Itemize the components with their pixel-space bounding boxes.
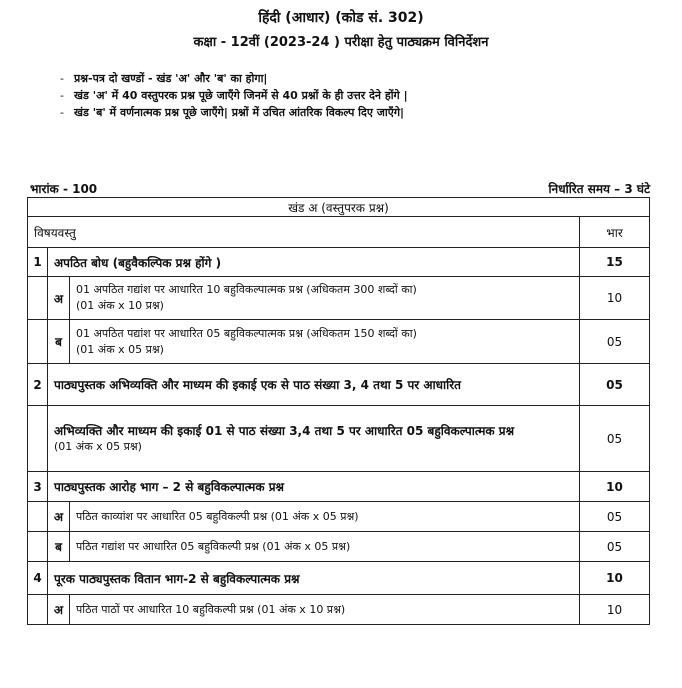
column-weight: भार	[580, 217, 650, 248]
note-item: - खंड 'ब' में वर्णनात्मक प्रश्न पूछे जाएँगे| प्रश्नों में उचित आंतरिक विकल्प दिए जाएँगे|	[60, 104, 408, 121]
row-detail	[70, 320, 580, 364]
time-allowed: निर्धारित समय – 3 घंटे	[548, 182, 650, 196]
row-weight: 15	[580, 248, 650, 277]
empty-cell	[28, 406, 48, 472]
row-topic: पाठ्यपुस्तक आरोह भाग – 2 से बहुविकल्पात्मक प्रश्न	[48, 472, 580, 502]
row-number: 3	[28, 472, 48, 502]
empty-cell	[28, 595, 48, 625]
table-row	[28, 248, 650, 277]
detail-line: अभिव्यक्ति और माध्यम की इकाई 01 से पाठ संख्या 3,4 तथा 5 पर आधारित 05 बहुविकल्पात्मक प्रश्न	[54, 423, 515, 438]
detail-marks: (01 अंक x 05 प्रश्न)	[76, 342, 164, 356]
row-detail: पठित पाठों पर आधारित 10 बहुविकल्पी प्रश्न (01 अंक x 10 प्रश्न)	[70, 595, 580, 625]
row-detail	[70, 277, 580, 320]
row-number: 4	[28, 562, 48, 595]
row-topic: पूरक पाठ्यपुस्तक वितान भाग-2 से बहुविकल्पात्मक प्रश्न	[48, 562, 580, 595]
detail-marks: (01 अंक x 05 प्रश्न)	[54, 439, 142, 453]
row-number: 1	[28, 248, 48, 277]
column-header-row	[28, 217, 650, 248]
column-subject: विषयवस्तु	[28, 217, 580, 248]
empty-cell	[28, 320, 48, 364]
detail-line: 01 अपठित गद्यांश पर आधारित 10 बहुविकल्पात्मक प्रश्न (अधिकतम 300 शब्दों का)	[76, 283, 417, 296]
row-weight: 10	[580, 595, 650, 625]
section-header-row	[28, 198, 650, 217]
table-row	[28, 472, 650, 502]
syllabus-table	[27, 197, 650, 625]
row-topic: अपठित बोध (बहुवैकल्पिक प्रश्न होंगे )	[48, 248, 580, 277]
row-letter: अ	[48, 277, 70, 320]
table-row	[28, 562, 650, 595]
table-row	[28, 364, 650, 406]
empty-cell	[28, 502, 48, 532]
row-detail: पठित गद्यांश पर आधारित 05 बहुविकल्पी प्रश्न (01 अंक x 05 प्रश्न)	[70, 532, 580, 562]
table-row	[28, 277, 650, 320]
document-title: हिंदी (आधार) (कोड सं. 302)	[258, 10, 424, 26]
row-weight: 05	[580, 406, 650, 472]
total-marks: भारांक - 100	[30, 182, 98, 196]
row-weight: 05	[580, 532, 650, 562]
table-row	[28, 502, 650, 532]
row-weight: 10	[580, 472, 650, 502]
instruction-notes	[60, 70, 408, 121]
row-letter: अ	[48, 502, 70, 532]
table-row	[28, 532, 650, 562]
row-detail	[48, 406, 580, 472]
document-subtitle: कक्षा - 12वीं (2023-24 ) परीक्षा हेतु पाठ्यक्रम विनिर्देशन	[193, 35, 489, 50]
empty-cell	[28, 277, 48, 320]
row-weight: 05	[580, 502, 650, 532]
row-letter: ब	[48, 320, 70, 364]
row-number: 2	[28, 364, 48, 406]
row-weight: 05	[580, 320, 650, 364]
section-title: खंड अ (वस्तुपरक प्रश्न)	[28, 198, 650, 217]
table-row	[28, 595, 650, 625]
row-letter: ब	[48, 532, 70, 562]
row-weight: 10	[580, 562, 650, 595]
empty-cell	[28, 532, 48, 562]
detail-marks: (01 अंक x 10 प्रश्न)	[76, 299, 164, 312]
table-row	[28, 406, 650, 472]
note-item: - प्रश्न-पत्र दो खण्डों - खंड 'अ' और 'ब' का होगा|	[60, 70, 408, 87]
row-topic: पाठ्यपुस्तक अभिव्यक्ति और माध्यम की इकाई एक से पाठ संख्या 3, 4 तथा 5 पर आधारित	[48, 364, 580, 406]
note-item: - खंड 'अ' में 40 वस्तुपरक प्रश्न पूछे जाएँगे जिनमें से 40 प्रश्नों के ही उत्तर देने होंगे |	[60, 87, 408, 104]
row-weight: 10	[580, 277, 650, 320]
row-detail: पठित काव्यांश पर आधारित 05 बहुविकल्पी प्रश्न (01 अंक x 05 प्रश्न)	[70, 502, 580, 532]
detail-line: 01 अपठित पद्यांश पर आधारित 05 बहुविकल्पात्मक प्रश्न (अधिकतम 150 शब्दों का)	[76, 326, 417, 340]
table-row	[28, 320, 650, 364]
row-letter: अ	[48, 595, 70, 625]
row-weight: 05	[580, 364, 650, 406]
